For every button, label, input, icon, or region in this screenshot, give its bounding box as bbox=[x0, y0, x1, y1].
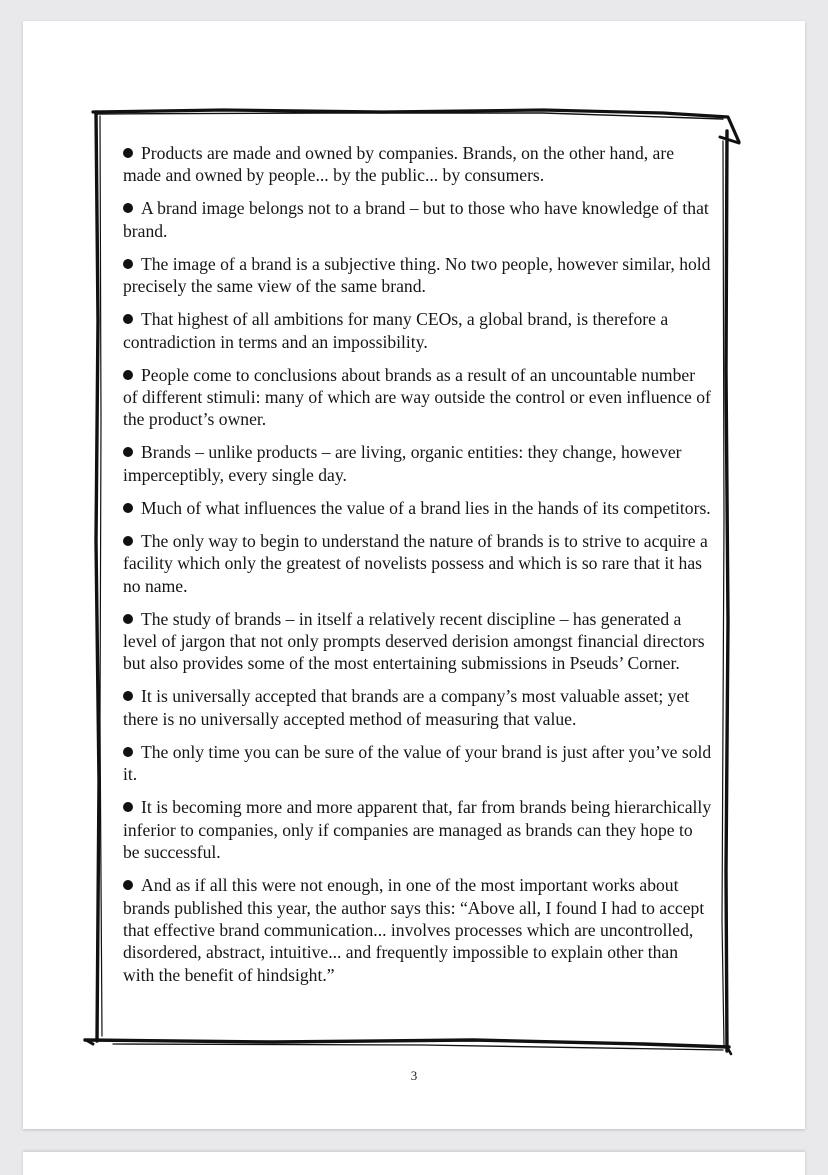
bullet-icon bbox=[123, 802, 133, 812]
list-item bbox=[123, 364, 713, 431]
bullet-icon bbox=[123, 148, 133, 158]
list-item bbox=[123, 796, 713, 863]
bullet-icon bbox=[123, 447, 133, 457]
document-page bbox=[23, 21, 805, 1129]
list-item bbox=[123, 253, 713, 298]
list-item-text: It is universally accepted that brands are a company’s most valuable asset; yet there is no universally accepted method of measuring that value. bbox=[123, 686, 690, 729]
bullet-icon bbox=[123, 536, 133, 546]
list-item-text: The image of a brand is a subjective thing. No two people, however similar, hold precisely the same view of the same brand. bbox=[123, 253, 711, 297]
next-page[interactable] bbox=[23, 1152, 805, 1175]
list-item bbox=[123, 874, 713, 986]
bullet-icon bbox=[123, 691, 133, 701]
list-item-text: It is becoming more and more apparent that, far from brands being hierarchically inferior to companies, only if companies are managed as brands can they hope to be successful. bbox=[123, 797, 712, 863]
bullet-list bbox=[123, 142, 713, 997]
list-item-text: Brands – unlike products – are living, organic entities: they change, however imperceptibly, every single day. bbox=[123, 442, 682, 485]
list-item bbox=[123, 497, 713, 519]
list-item bbox=[123, 530, 713, 597]
bullet-icon bbox=[123, 259, 133, 269]
list-item bbox=[123, 142, 713, 187]
list-item bbox=[123, 441, 713, 486]
bullet-icon bbox=[123, 880, 133, 890]
list-item-text: The study of brands – in itself a relatively recent discipline – has generated a level of jargon that not only prompts deserved derision amongst financial directors but also provides some of the most entertaining submissions in Pseuds’ Corner. bbox=[123, 608, 705, 674]
list-item-text: A brand image belongs not to a brand – but to those who have knowledge of that brand. bbox=[123, 198, 709, 241]
list-item-text: Products are made and owned by companies. Brands, on the other hand, are made and owned by people... by the public... by consumers. bbox=[123, 143, 675, 186]
list-item bbox=[123, 685, 713, 730]
bullet-icon bbox=[123, 203, 133, 213]
bullet-icon bbox=[123, 747, 133, 757]
list-item bbox=[123, 308, 713, 353]
bullet-icon bbox=[123, 503, 133, 513]
list-item bbox=[123, 608, 713, 675]
list-item-text: That highest of all ambitions for many CEOs, a global brand, is therefore a contradiction in terms and an impossibility. bbox=[123, 309, 669, 352]
list-item bbox=[123, 741, 713, 786]
bullet-icon bbox=[123, 314, 133, 324]
list-item-text: The only time you can be sure of the value of your brand is just after you’ve sold it. bbox=[123, 741, 712, 785]
bullet-icon bbox=[123, 370, 133, 380]
bullet-icon bbox=[123, 614, 133, 624]
list-item-text: The only way to begin to understand the nature of brands is to strive to acquire a facility which only the greatest of novelists possess and which is so rare that it has no name. bbox=[123, 530, 708, 596]
list-item-text: Much of what influences the value of a brand lies in the hands of its competitors. bbox=[141, 497, 711, 518]
list-item-text: And as if all this were not enough, in one of the most important works about brands published this year, the author says this: “Above all, I found I had to accept that effective brand communication... involves processes which are uncontrolled, disordered, abstract, intuitive... and frequently impossible to explain other than with the benefit of hindsight.” bbox=[123, 875, 705, 985]
list-item bbox=[123, 197, 713, 242]
page-number: 3 bbox=[410, 1068, 418, 1083]
list-item-text: People come to conclusions about brands as a result of an uncountable number of different stimuli: many of which are way outside the control or even influence of the product’s owner. bbox=[123, 364, 711, 430]
